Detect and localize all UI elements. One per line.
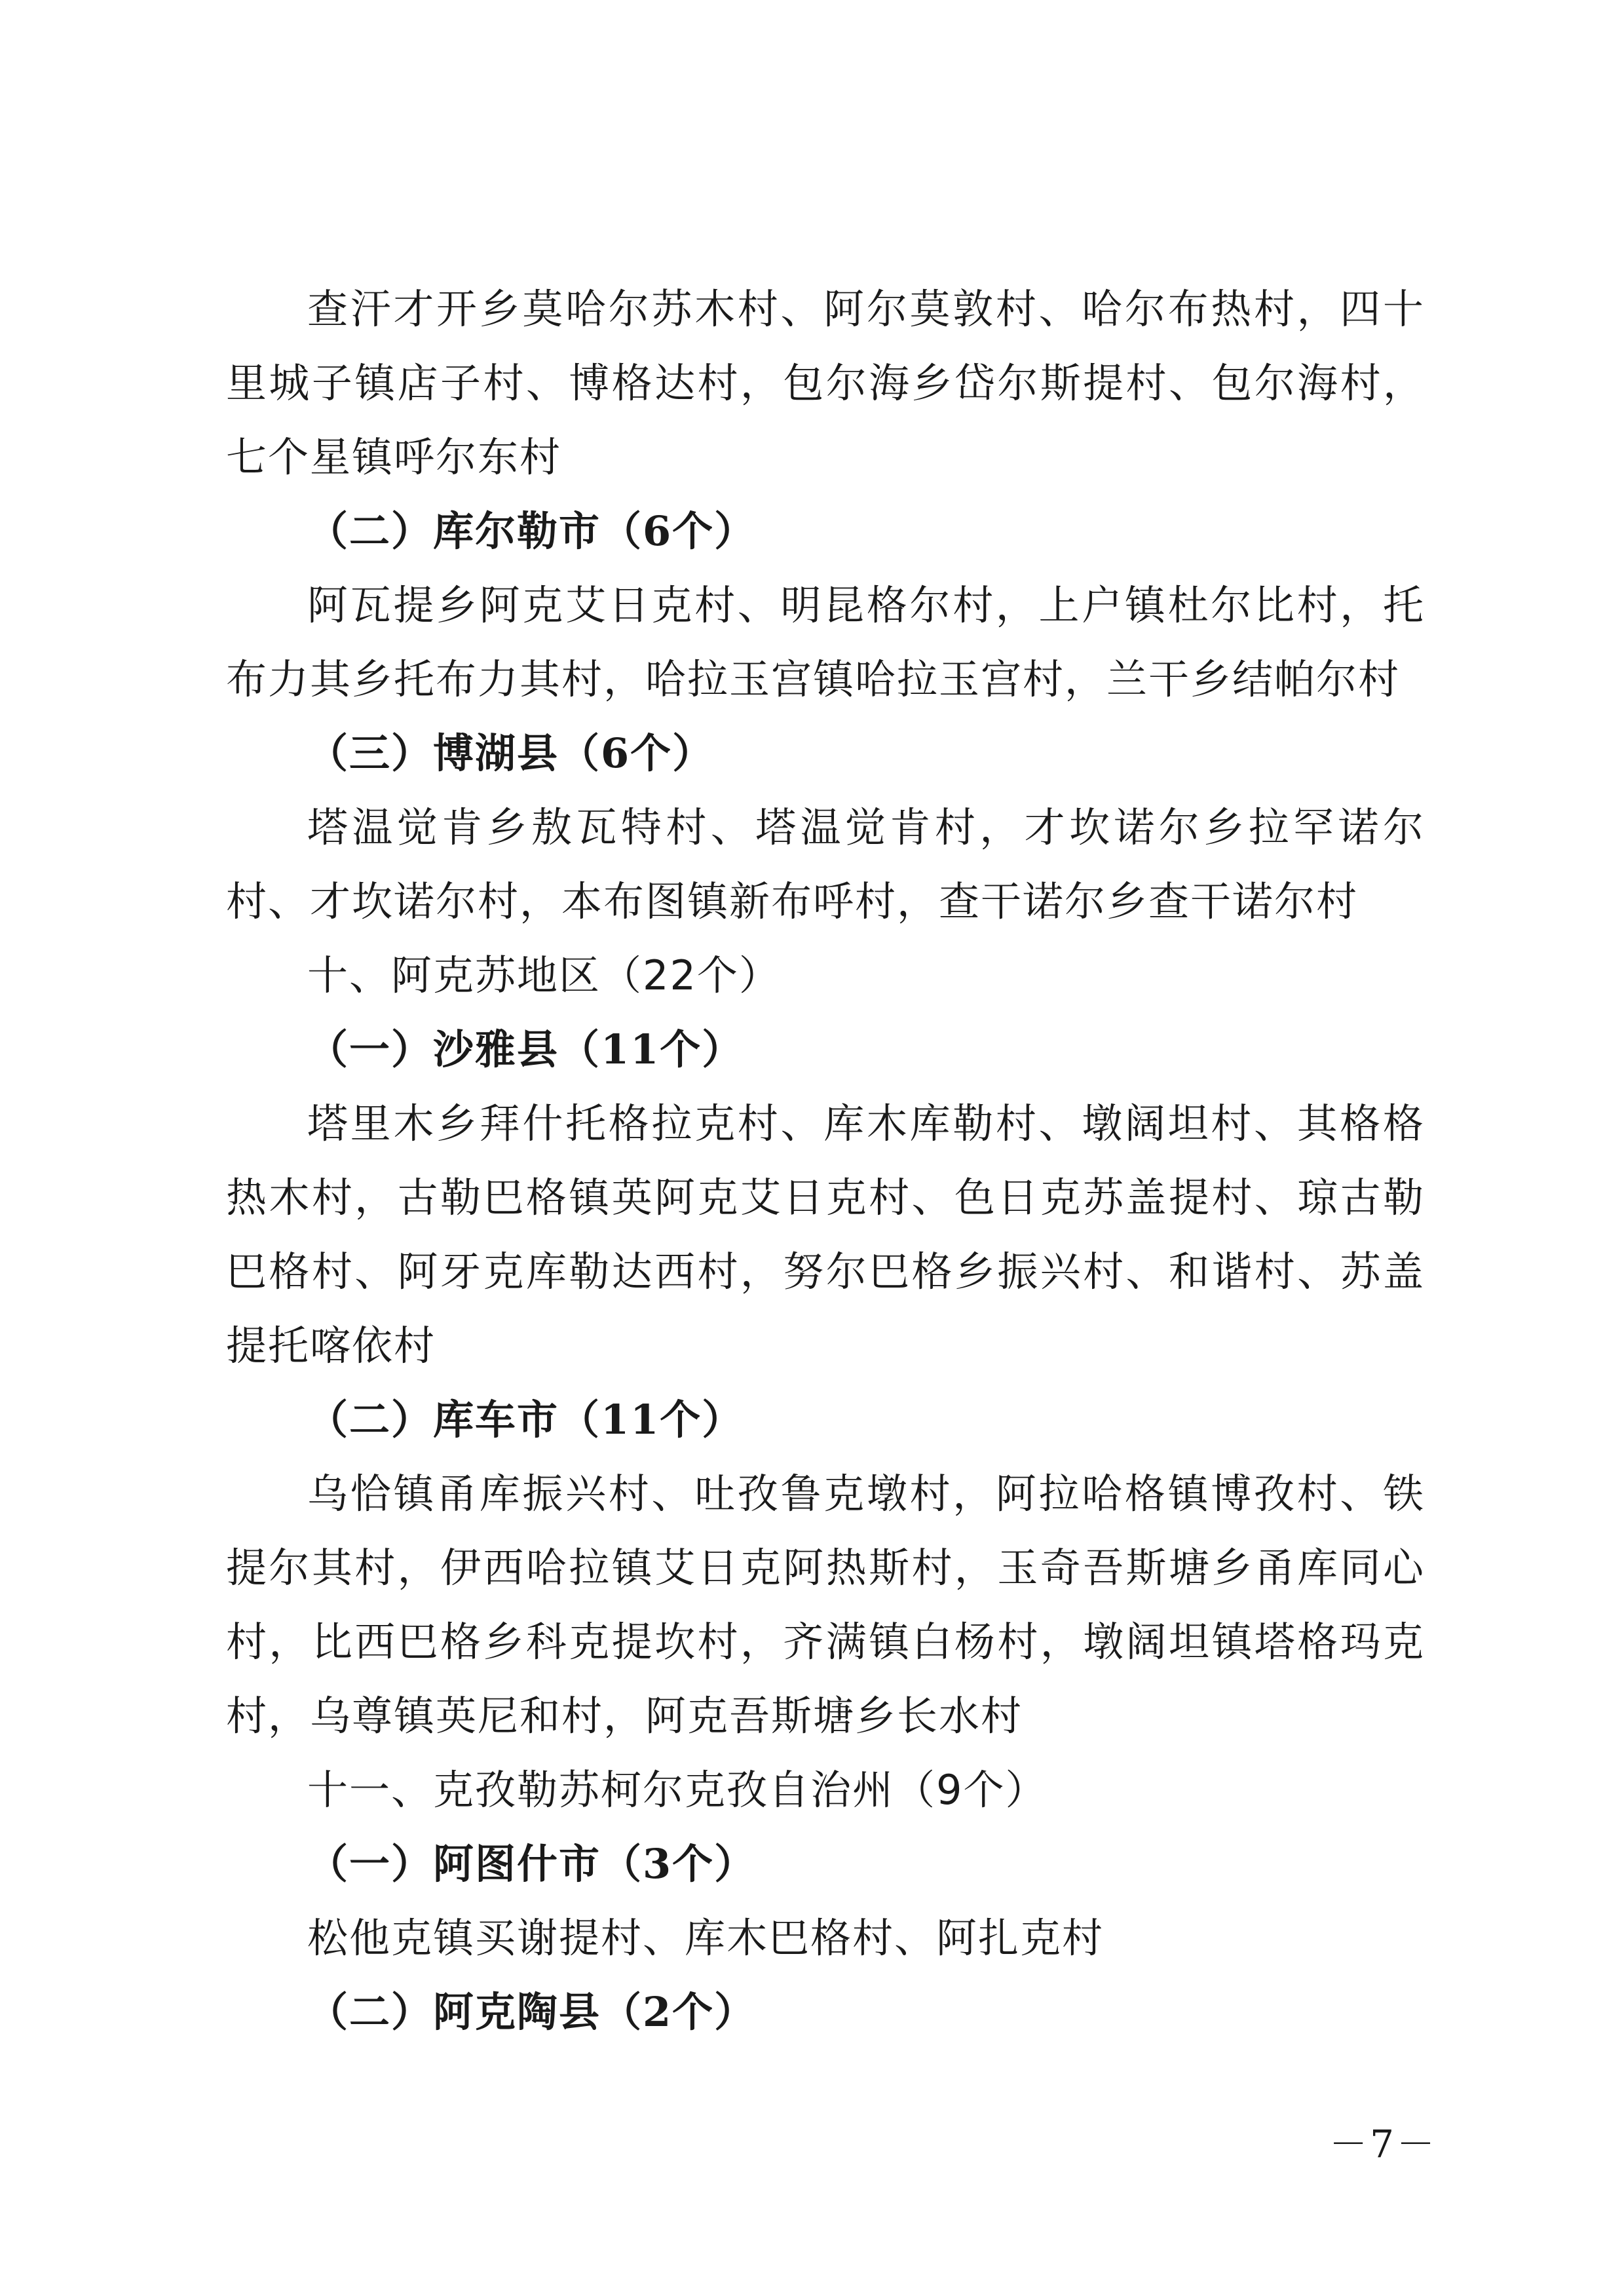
heading-bohu-county: （三）博湖县（6个） [307, 729, 715, 777]
heading-kizilsu-prefecture: 十一、克孜勒苏柯尔克孜自治州（9个） [307, 1766, 1048, 1814]
paragraph-yanqi-villages: 查汗才开乡莫哈尔苏木村、阿尔莫敦村、哈尔布热村，四十里城子镇店子村、博格达村，包尔海乡岱尔斯提村、包尔海村，七个星镇呼尔东村 [226, 285, 1425, 481]
heading-artux-city: （一）阿图什市（3个） [307, 1840, 757, 1888]
heading-shaya-county: （一）沙雅县（11个） [307, 1025, 744, 1073]
heading-kuqa-city: （二）库车市（11个） [307, 1396, 744, 1444]
paragraph-shaya-villages: 塔里木乡拜什托格拉克村、库木库勒村、墩阔坦村、其格格热木村，古勒巴格镇英阿克艾日克村、色日克苏盖提村、琼古勒巴格村、阿牙克库勒达西村，努尔巴格乡振兴村、和谐村、苏盖提托喀依村 [226, 1100, 1425, 1369]
heading-korla-city: （二）库尔勒市（6个） [307, 507, 757, 555]
document-body [226, 272, 1425, 2049]
paragraph-kuqa-villages: 乌恰镇甬库振兴村、吐孜鲁克墩村，阿拉哈格镇博孜村、铁提尔其村，伊西哈拉镇艾日克阿热斯村，玉奇吾斯塘乡甬库同心村，比西巴格乡科克提坎村，齐满镇白杨村，墩阔坦镇塔格玛克村，乌尊镇英尼和村，阿克吾斯塘乡长水村 [226, 1470, 1425, 1740]
page-number: －7－ [1329, 2122, 1437, 2166]
paragraph-artux-villages: 松他克镇买谢提村、库木巴格村、阿扎克村 [307, 1914, 1105, 1962]
paragraph-korla-villages: 阿瓦提乡阿克艾日克村、明昆格尔村，上户镇杜尔比村，托布力其乡托布力其村，哈拉玉宫镇哈拉玉宫村，兰干乡结帕尔村 [226, 581, 1425, 703]
heading-akto-county: （二）阿克陶县（2个） [307, 1988, 757, 2036]
heading-aksu-prefecture: 十、阿克苏地区（22个） [307, 951, 781, 999]
paragraph-bohu-villages: 塔温觉肯乡敖瓦特村、塔温觉肯村，才坎诺尔乡拉罕诺尔村、才坎诺尔村，本布图镇新布呼村，查干诺尔乡查干诺尔村 [226, 803, 1425, 925]
